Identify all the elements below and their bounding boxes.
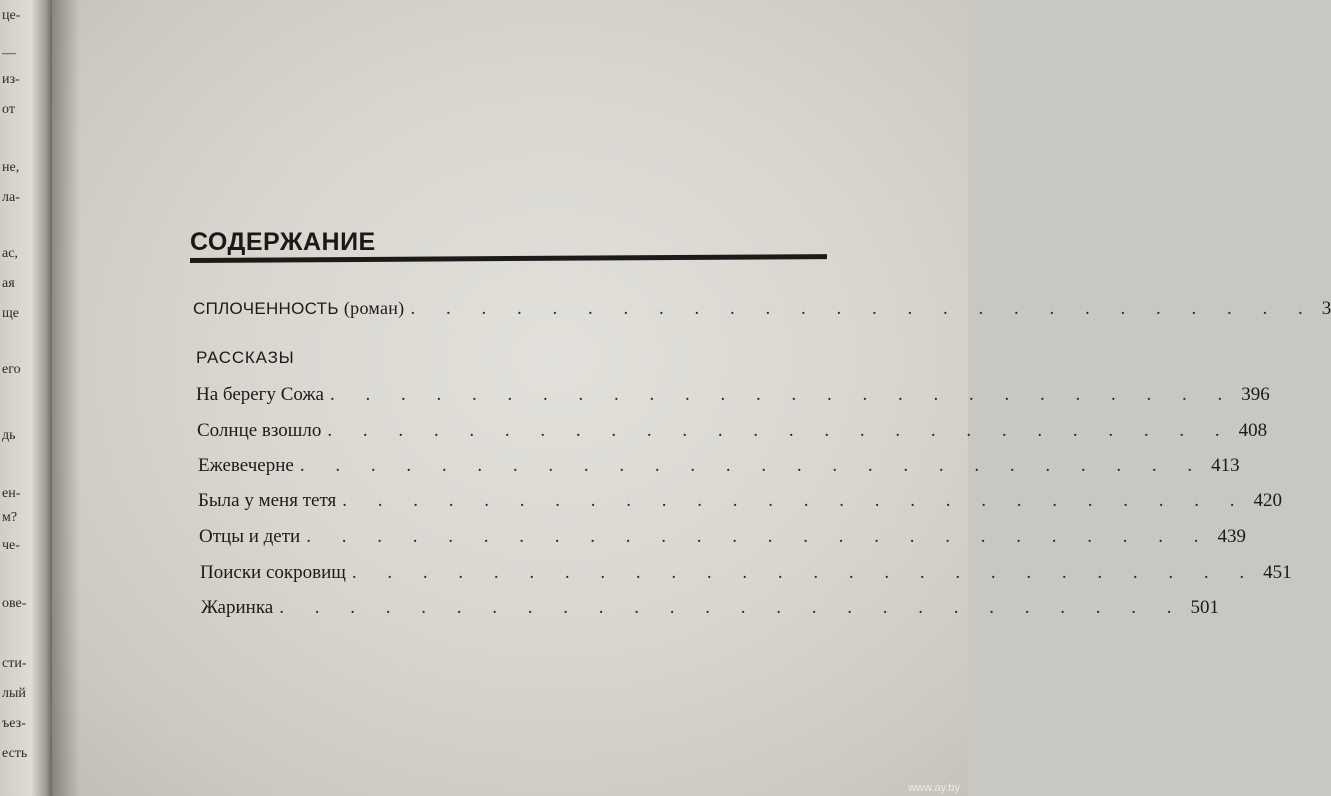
toc-entry bbox=[199, 526, 1246, 548]
toc-leader-dots: . . . . . . . . . . . . . . . . . . . . . . . . . . bbox=[351, 562, 1258, 583]
facing-page-text: ла- bbox=[2, 190, 20, 205]
toc-entry bbox=[197, 420, 1268, 442]
toc-leader-dots: . . . . . . . . . . . . . . . . . . . . . . . . . . bbox=[330, 384, 1236, 405]
facing-page-text: не, bbox=[2, 160, 20, 175]
novel-title: СПЛОЧЕННОСТЬ bbox=[193, 299, 339, 318]
facing-page-text: ая bbox=[2, 276, 15, 291]
toc-entry-title: Ежевечерне bbox=[198, 455, 294, 476]
facing-page-text: от bbox=[2, 102, 15, 117]
toc-page-number: 451 bbox=[1263, 562, 1292, 583]
toc-page-number: 408 bbox=[1238, 420, 1268, 441]
facing-page-text: лый bbox=[2, 686, 26, 701]
contents-heading: СОДЕРЖАНИЕ bbox=[190, 228, 376, 256]
facing-page-text: ове- bbox=[2, 596, 27, 611]
toc-leader-dots: . . . . . . . . . . . . . . . . . . . . . . . . . . bbox=[299, 455, 1206, 476]
toc-page-number: 3 bbox=[1321, 298, 1331, 319]
toc-entry bbox=[198, 455, 1240, 477]
facing-page-text: ще bbox=[2, 306, 19, 321]
section-heading-stories: РАССКАЗЫ bbox=[196, 348, 295, 367]
toc-entry-title: Солнце взошло bbox=[197, 420, 322, 441]
facing-page-text: це- bbox=[2, 8, 21, 23]
toc-entry-title: На берегу Сожа bbox=[196, 384, 324, 405]
toc-entry bbox=[200, 562, 1292, 584]
facing-page-text: м? bbox=[2, 510, 18, 525]
facing-page-edge bbox=[0, 0, 52, 796]
facing-page-text: сти- bbox=[2, 656, 27, 671]
watermark: www.ay.by bbox=[908, 782, 960, 794]
contents-page bbox=[52, 0, 1331, 796]
toc-entry-title: Поиски сокровищ bbox=[200, 562, 346, 583]
facing-page-text: ас, bbox=[2, 246, 18, 261]
toc-page-number: 420 bbox=[1253, 490, 1282, 511]
facing-page-text: из- bbox=[2, 72, 20, 87]
toc-entry bbox=[198, 490, 1282, 512]
toc-page-number: 501 bbox=[1190, 597, 1219, 618]
facing-page-text: его bbox=[2, 362, 21, 377]
novel-note: (роман) bbox=[343, 298, 405, 318]
facing-page-text: ен- bbox=[2, 486, 21, 501]
toc-entry-title: Была у меня тетя bbox=[198, 490, 337, 511]
toc-leader-dots: . . . . . . . . . . . . . . . . . . . . . . . . . . bbox=[306, 526, 1212, 547]
toc-entry-title: Отцы и дети bbox=[199, 526, 301, 547]
toc-page-number: 396 bbox=[1241, 384, 1270, 405]
facing-page-text: есть bbox=[2, 746, 28, 761]
gutter-shadow bbox=[52, 0, 80, 796]
toc-entry-novel bbox=[193, 298, 1331, 320]
toc-leader-dots: . . . . . . . . . . . . . . . . . . . . . . . . . . bbox=[342, 490, 1248, 511]
toc-entry-title bbox=[193, 298, 404, 319]
toc-entry-title: Жаринка bbox=[201, 597, 274, 618]
toc-leader-dots: . . . . . . . . . . . . . . . . . . . . . . . . . . bbox=[327, 420, 1233, 441]
toc-leader-dots: . . . . . . . . . . . . . . . . . . . . . . . . . . bbox=[410, 298, 1316, 319]
toc-page-number: 413 bbox=[1211, 455, 1240, 476]
facing-page-text: дь bbox=[2, 428, 16, 443]
facing-page-text: че- bbox=[2, 538, 20, 553]
toc-page-number: 439 bbox=[1217, 526, 1246, 547]
toc-entry bbox=[201, 597, 1219, 619]
toc-leader-dots: . . . . . . . . . . . . . . . . . . . . . . . . . . bbox=[279, 597, 1185, 618]
facing-page-text: ъез- bbox=[2, 716, 26, 731]
facing-page-text: — bbox=[2, 46, 16, 61]
toc-entry bbox=[196, 384, 1270, 406]
